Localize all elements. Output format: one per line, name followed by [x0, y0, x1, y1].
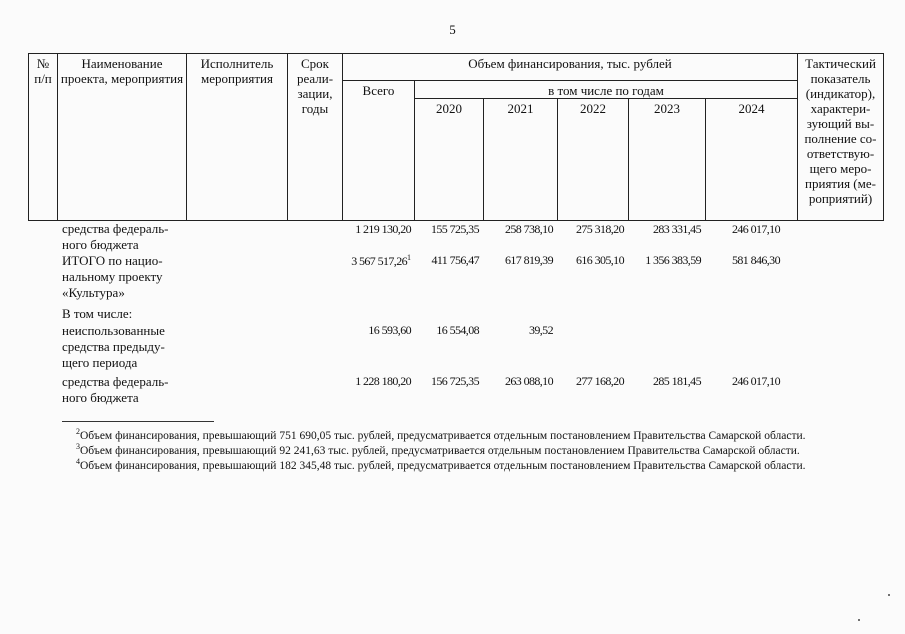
- row-2020: 155 725,35: [430, 222, 479, 236]
- header-indicator: Тактический показатель (индикатор), характери- зующий вы- полнение со- ответствую- щего меро- приятия (ме- роприятий): [798, 54, 884, 221]
- footnote-text: Объем финансирования, превышающий 751 690,05 тыс. рублей, предусматривается отдельным постановлением Правительства Самарской области.: [80, 429, 806, 442]
- header-funding: Объем финансирования, тыс. рублей: [343, 54, 798, 81]
- row-2024: 581 846,30: [731, 253, 780, 267]
- scan-speck: [888, 594, 890, 596]
- header-total: Всего: [343, 81, 415, 221]
- header-year-2020: 2020: [415, 99, 484, 221]
- header-executor: Исполнитель мероприятия: [187, 54, 288, 221]
- row-total: 16 593,60: [368, 323, 411, 337]
- row-name: средства федераль- ного бюджета: [62, 374, 169, 405]
- row-2020: 16 554,08: [436, 323, 479, 337]
- row-2021: 263 088,10: [504, 374, 553, 388]
- row-2024: 246 017,10: [731, 374, 780, 388]
- row-2020: 411 756,47: [431, 253, 479, 267]
- footnote-mark: 4: [76, 457, 80, 466]
- row-name: В том числе:: [62, 306, 133, 321]
- header-year-2022: 2022: [558, 99, 629, 221]
- row-2023: 285 181,45: [652, 374, 701, 388]
- footnote-divider: [62, 421, 214, 422]
- row-total: 1 228 180,20: [355, 374, 411, 388]
- row-2021: 617 819,39: [504, 253, 553, 267]
- header-num: № п/п: [29, 54, 58, 221]
- header-year-2021: 2021: [484, 99, 558, 221]
- row-2022: 616 305,10: [575, 253, 624, 267]
- row-2022: 275 318,20: [575, 222, 624, 236]
- footnote-mark: 2: [76, 427, 80, 436]
- page-number: 5: [449, 22, 456, 37]
- row-2021: 258 738,10: [504, 222, 553, 236]
- row-name: неиспользованные средства предыду- щего периода: [62, 323, 165, 370]
- row-2020: 156 725,35: [430, 374, 479, 388]
- row-total: 1 219 130,20: [355, 222, 411, 236]
- row-2022: 277 168,20: [575, 374, 624, 388]
- row-2023: 283 331,45: [652, 222, 701, 236]
- header-by-year: в том числе по годам: [415, 81, 798, 99]
- footnote-text: Объем финансирования, превышающий 182 345,48 тыс. рублей, предусматривается отдельным постановлением Правительства Самарской области.: [80, 459, 806, 472]
- table-header: [28, 53, 884, 221]
- header-name: Наименование проекта, мероприятия: [58, 54, 187, 221]
- row-2023: 1 356 383,59: [645, 253, 701, 267]
- header-year-2023: 2023: [629, 99, 706, 221]
- footnote-text: Объем финансирования, превышающий 92 241,63 тыс. рублей, предусматривается отдельным постановлением Правительства Самарской области.: [80, 444, 800, 457]
- row-2021: 39,52: [528, 323, 553, 337]
- row-name: ИТОГО по нацио- нальному проекту «Культура»: [62, 253, 163, 300]
- row-total: [351, 253, 411, 269]
- footnote-mark: 3: [76, 442, 80, 451]
- header-year-2024: 2024: [706, 99, 798, 221]
- row-2024: 246 017,10: [731, 222, 780, 236]
- row-total-value: 3 567 517,26: [351, 254, 407, 268]
- footnote-ref: 1: [407, 253, 411, 262]
- footnote: [76, 455, 806, 473]
- header-term: Срок реали- зации, годы: [288, 54, 343, 221]
- scan-speck: [858, 619, 860, 621]
- row-name: средства федераль- ного бюджета: [62, 221, 169, 252]
